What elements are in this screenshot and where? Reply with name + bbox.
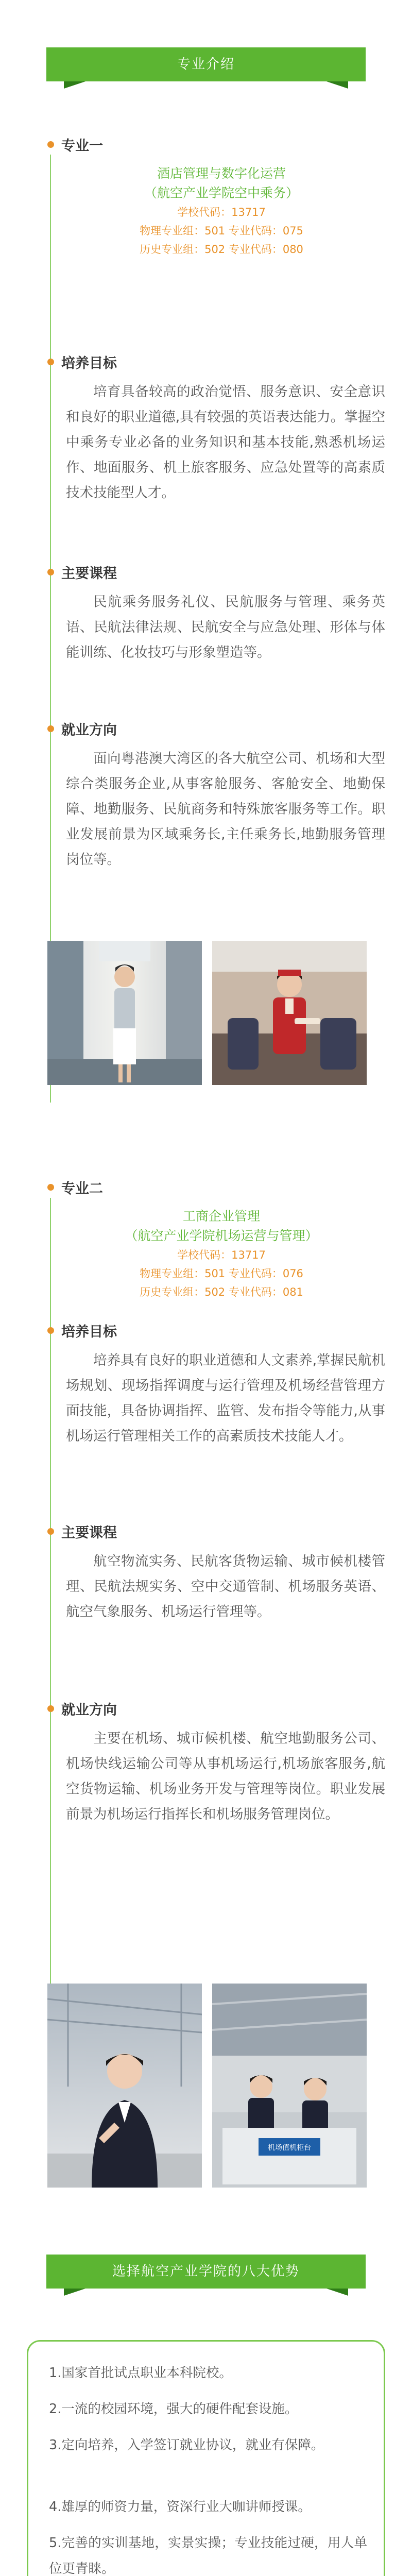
bullet-dot: [47, 1184, 54, 1191]
banner-ribbon-right: [327, 81, 348, 89]
section-heading: 培养目标: [47, 1320, 117, 1341]
photo-flight-attendant-service: [212, 941, 367, 1085]
advantage-item: 4.雄厚的师资力量，资深行业大咖讲师授课。: [49, 2499, 311, 2515]
bullet-dot: [47, 359, 54, 365]
section-text: 航空物流实务、民航客货物运输、城市候机楼管理、民航法规实务、空中交通管制、机场服务英语、航空气象服务、机场运行管理等。: [66, 1553, 385, 1620]
banner-title: 选择航空产业学院的八大优势: [112, 2264, 300, 2279]
bullet-dot: [47, 1705, 54, 1712]
section-heading: 就业方向: [47, 718, 117, 739]
major-heading: 专业一: [47, 134, 103, 155]
section-text: 民航乘务服务礼仪、民航服务与管理、乘务英语、民航法律法规、民航安全与应急处理、形体与体能训练、化妆技巧与形象塑造等。: [66, 594, 385, 660]
advantage-item: 3.定向培养，入学签订就业协议，就业有保障。: [49, 2437, 324, 2453]
code-line: 学校代码：13717: [177, 206, 266, 218]
code-line: 历史专业组：502 专业代码：080: [140, 243, 303, 256]
section-heading: 主要课程: [47, 562, 117, 582]
photo-airport-staff: [47, 1984, 202, 2188]
advantage-item: 5.完善的实训基地，实景实操；专业技能过硬，用人单位更青睐。: [49, 2535, 367, 2576]
section-banner-intro: [46, 47, 366, 81]
advantage-item: 2.一流的校园环境，强大的硬件配套设施。: [49, 2401, 298, 2417]
major-subtitle: （航空产业学院机场运营与管理）: [125, 1228, 318, 1243]
photo-flight-attendant-cabin: [47, 941, 202, 1085]
code-line: 物理专业组：501 专业代码：075: [140, 225, 303, 237]
advantage-item: 1.国家首批试点职业本科院校。: [49, 2365, 232, 2381]
major-name: 工商企业管理: [182, 1209, 260, 1224]
section-heading: 培养目标: [47, 351, 117, 372]
bullet-dot: [47, 1327, 54, 1334]
section-text: 培养具有良好的职业道德和人文素养,掌握民航机场规划、现场指挥调度与运行管理及机场经营管理方面技能，具备协调指挥、监管、发布指令等能力,从事机场运行管理相关工作的高素质技术技能人才。: [66, 1352, 385, 1444]
bullet-dot: [47, 141, 54, 148]
major-subtitle: （航空产业学院空中乘务）: [144, 185, 299, 200]
major-info: [57, 1207, 386, 1301]
bullet-dot: [47, 725, 54, 732]
banner-title: 专业介绍: [177, 57, 235, 72]
section-text: 面向粤港澳大湾区的各大航空公司、机场和大型综合类服务企业,从事客舱服务、客舱安全、地勤保障、地勤服务、民航商务和特殊旅客服务等工作。职业发展前景为区域乘务长,主任乘务长,地勤服务管理岗位等。: [66, 751, 385, 868]
bullet-dot: [47, 569, 54, 575]
code-line: 历史专业组：502 专业代码：081: [140, 1286, 303, 1298]
section-heading: 就业方向: [47, 1698, 117, 1719]
advantages-box: [27, 2340, 385, 2576]
code-line: 学校代码：13717: [177, 1249, 266, 1261]
photo-checkin-counter: [212, 1984, 367, 2188]
major-heading: 专业二: [47, 1177, 103, 1197]
section-text: 主要在机场、城市候机楼、航空地勤服务公司、机场快线运输公司等从事机场运行,机场旅客服务,航空货物运输、机场业务开发与管理等岗位。职业发展前景为机场运行指挥长和机场服务管理岗位。: [66, 1731, 385, 1822]
section-text: 培育具备较高的政治觉悟、服务意识、安全意识和良好的职业道德,具有较强的英语表达能力。掌握空中乘务专业必备的业务知识和基本技能,熟悉机场运作、地面服务、机上旅客服务、应急处置等的高素质技术技能型人才。: [66, 384, 385, 501]
banner-ribbon-right: [327, 2289, 348, 2296]
major-name: 酒店管理与数字化运营: [157, 166, 286, 181]
bullet-dot: [47, 1528, 54, 1535]
major-info: [57, 164, 386, 259]
banner-ribbon-left: [64, 81, 85, 89]
code-line: 物理专业组：501 专业代码：076: [140, 1267, 303, 1280]
section-heading: 主要课程: [47, 1521, 117, 1541]
counter-sign-text: 机场值机柜台: [268, 2144, 311, 2152]
banner-ribbon-left: [64, 2289, 85, 2296]
section-banner-advantages: [46, 2255, 366, 2289]
